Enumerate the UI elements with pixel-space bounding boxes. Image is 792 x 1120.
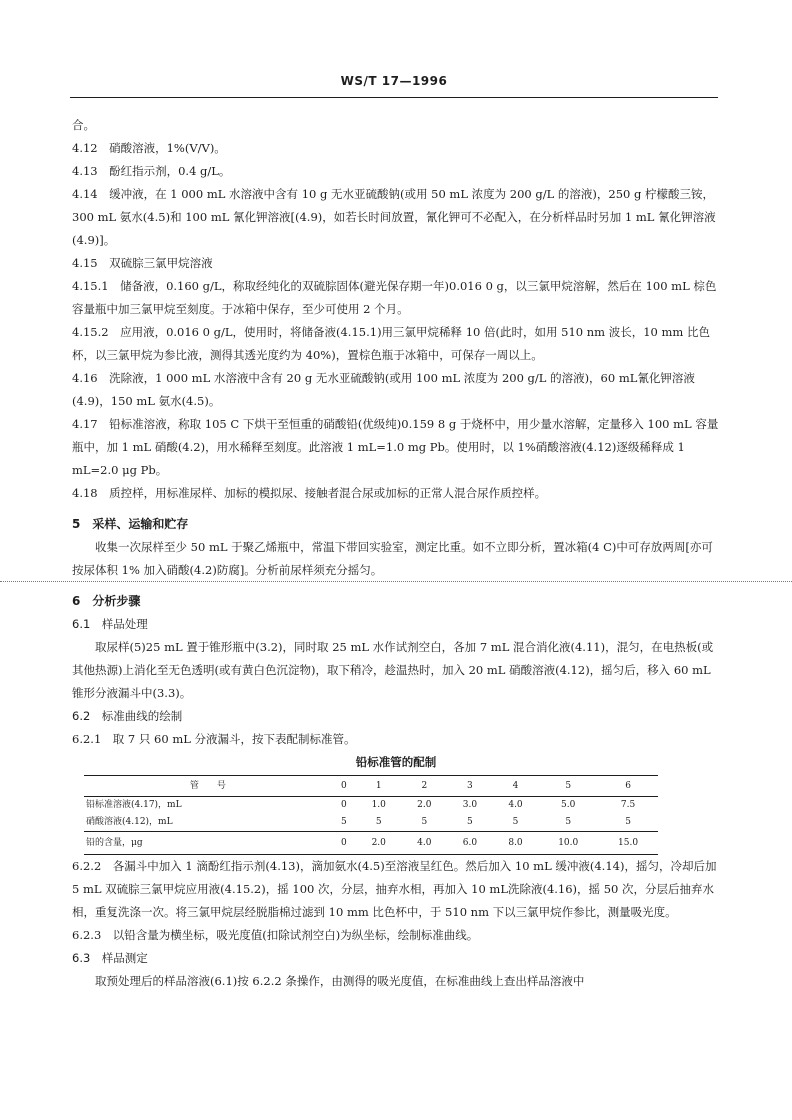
clause-6-2-title: 6.2 标准曲线的绘制 xyxy=(72,709,183,723)
clause-6-3-title: 6.3 样品测定 xyxy=(72,951,148,965)
table-cell: 5 xyxy=(340,817,347,827)
clause-4-17: 4.17 铅标准溶液，称取 105 C 下烘干至恒重的硝酸铅(优级纯)0.159 8 g 于烧杯中，用少量水溶解，定量移入 100 mL 容量瓶中，加 1 mL 硝酸(4.2)，用水稀释至刻度。此溶液 1 mL=1.0 mg Pb。使用时，以 1%硝酸溶液(4.12)逐级稀释成 1 mL=2.0 μg Pb。 xyxy=(72,417,719,477)
clause-6-3-paragraph: 取预处理后的样品溶液(6.1)按 6.2.2 条操作，由测得的吸光度值，在标准曲线上查出样品溶液中 xyxy=(95,974,585,988)
standard-tube-table xyxy=(84,775,658,855)
clause-4-15-2: 4.15.2 应用液，0.016 0 g/L，使用时，将储备液(4.15.1)用三氯甲烷稀释 10 倍(此时，如用 510 nm 波长，10 mm 比色杯，以三氯甲烷为参比液，测得其透光度约为 40%)，置棕色瓶于冰箱中，可保存一周以上。 xyxy=(72,325,710,362)
table-cell: 2.0 xyxy=(371,837,386,848)
clause-6-2-3: 6.2.3 以铅含量为横坐标，吸光度值(扣除试剂空白)为纵坐标，绘制标准曲线。 xyxy=(72,928,479,942)
table-header-cell: 6 xyxy=(625,780,631,791)
table-cell: 15.0 xyxy=(618,837,639,848)
clause-4-12: 4.12 硝酸溶液，1%(V/V)。 xyxy=(72,141,226,155)
table-cell: 3.0 xyxy=(462,800,478,810)
clause-6-1-title: 6.1 样品处理 xyxy=(72,617,148,631)
table-cell: 1.0 xyxy=(371,800,386,810)
section-5-title: 5 采样、运输和贮存 xyxy=(72,517,189,531)
table-row xyxy=(84,814,658,832)
table-cell: 5 xyxy=(421,817,428,827)
table-cell: 5 xyxy=(565,817,572,827)
table-header-cell: 3 xyxy=(467,780,473,791)
table-row-label: 铅的含量，μg xyxy=(86,837,143,848)
page-header: WS/T 17—1996 xyxy=(340,74,448,88)
clause-4-18: 4.18 质控样，用标准尿样、加标的模拟尿、接触者混合尿或加标的正常人混合尿作质控样。 xyxy=(72,486,547,500)
clause-4-15: 4.15 双硫腙三氯甲烷溶液 xyxy=(72,256,213,270)
table-row xyxy=(84,797,658,815)
table-header-cell: 管 号 xyxy=(189,780,226,791)
clause-4-16: 4.16 洗除液，1 000 mL 水溶液中含有 20 g 无水亚硫酸钠(或用 100 mL 浓度为 200 g/L 的溶液)，60 mL氰化钾溶液(4.9)，150 mL 氨水(4.5)。 xyxy=(72,371,695,408)
clause-4-13: 4.13 酚红指示剂，0.4 g/L。 xyxy=(72,164,231,178)
clause-4-15-1: 4.15.1 储备液，0.160 g/L，称取经纯化的双硫腙固体(避光保存期一年)0.016 0 g，以三氯甲烷溶解，然后在 100 mL 棕色容量瓶中加三氯甲烷至刻度。于冰箱中保存，至少可使用 2 个月。 xyxy=(72,279,717,316)
table-header-cell: 0 xyxy=(340,780,347,791)
table-cell: 0 xyxy=(340,800,347,810)
table-cell: 4.0 xyxy=(508,800,523,810)
table-header-cell: 2 xyxy=(421,780,428,791)
table-cell: 2.0 xyxy=(417,800,432,810)
table-row-label: 铅标准溶液(4.17)，mL xyxy=(86,800,182,810)
table-cell: 0 xyxy=(340,837,347,848)
table-title: 铅标准管的配制 xyxy=(355,755,437,769)
table-cell: 5 xyxy=(625,817,631,827)
table-header-cell: 1 xyxy=(375,780,382,791)
clause-4-14: 4.14 缓冲液，在 1 000 mL 水溶液中含有 10 g 无水亚硫酸钠(或用 50 mL 浓度为 200 g/L 的溶液)，250 g 柠檬酸三铵，300 mL 氨水(4.5)和 100 mL 氰化钾溶液[(4.9)，如若长时间放置，氰化钾可不必配入，在分析样品时另加 1 mL 氰化钾溶液(4.9)]。 xyxy=(72,187,716,247)
table-cell: 7.5 xyxy=(620,800,636,810)
clause-6-2-1: 6.2.1 取 7 只 60 mL 分液漏斗，按下表配制标准管。 xyxy=(72,732,356,746)
clause-6-2-2: 6.2.2 各漏斗中加入 1 滴酚红指示剂(4.13)，滴加氨水(4.5)至溶液呈红色。然后加入 10 mL 缓冲液(4.14)，摇匀，冷却后加 5 mL 双硫腙三氯甲烷应用液(4.15.2)，摇 100 次，分层，抽弃水相，再加入 10 mL洗除液(4.16)，摇 50 次，分层后抽弃水相，重复洗涤一次。将三氯甲烷层经脱脂棉过滤到 10 mm 比色杯中，于 510 nm 下以三氯甲烷作参比，测量吸光度。 xyxy=(72,859,717,919)
table-cell: 5 xyxy=(512,817,519,827)
section-6-title: 6 分析步骤 xyxy=(72,594,141,608)
table-header-cell: 4 xyxy=(512,780,519,791)
table-cell: 10.0 xyxy=(558,837,579,848)
clause-6-1-paragraph: 取尿样(5)25 mL 置于锥形瓶中(3.2)，同时取 25 mL 水作试剂空白，各加 7 mL 混合消化液(4.11)，混匀，在电热板(或其他热源)上消化至无色透明(或有黄白色沉淀物)，取下稍冷，趁温热时，加入 20 mL 硝酸溶液(4.12)，摇匀后，移入 60 mL 锥形分液漏斗中(3.3)。 xyxy=(72,640,714,700)
document-body xyxy=(72,114,720,993)
table-header-row xyxy=(84,776,658,797)
table-row-label: 硝酸溶液(4.12)，mL xyxy=(86,817,173,827)
table-header-cell: 5 xyxy=(565,780,572,791)
table-cell: 4.0 xyxy=(417,837,432,848)
table-total-row xyxy=(84,832,658,855)
table-cell: 6.0 xyxy=(462,837,478,848)
header-rule xyxy=(70,97,718,98)
section-5-paragraph: 收集一次尿样至少 50 mL 于聚乙烯瓶中，常温下带回实验室，测定比重。如不立即分析，置冰箱(4 C)中可存放两周[亦可按尿体积 1% 加入硝酸(4.2)防腐]。分析前尿样须充分摇匀。 xyxy=(72,540,713,577)
table-cell: 5 xyxy=(467,817,473,827)
table-cell: 5 xyxy=(375,817,382,827)
paragraph: 合。 xyxy=(72,118,95,132)
table-cell: 5.0 xyxy=(561,800,576,810)
table-cell: 8.0 xyxy=(508,837,523,848)
